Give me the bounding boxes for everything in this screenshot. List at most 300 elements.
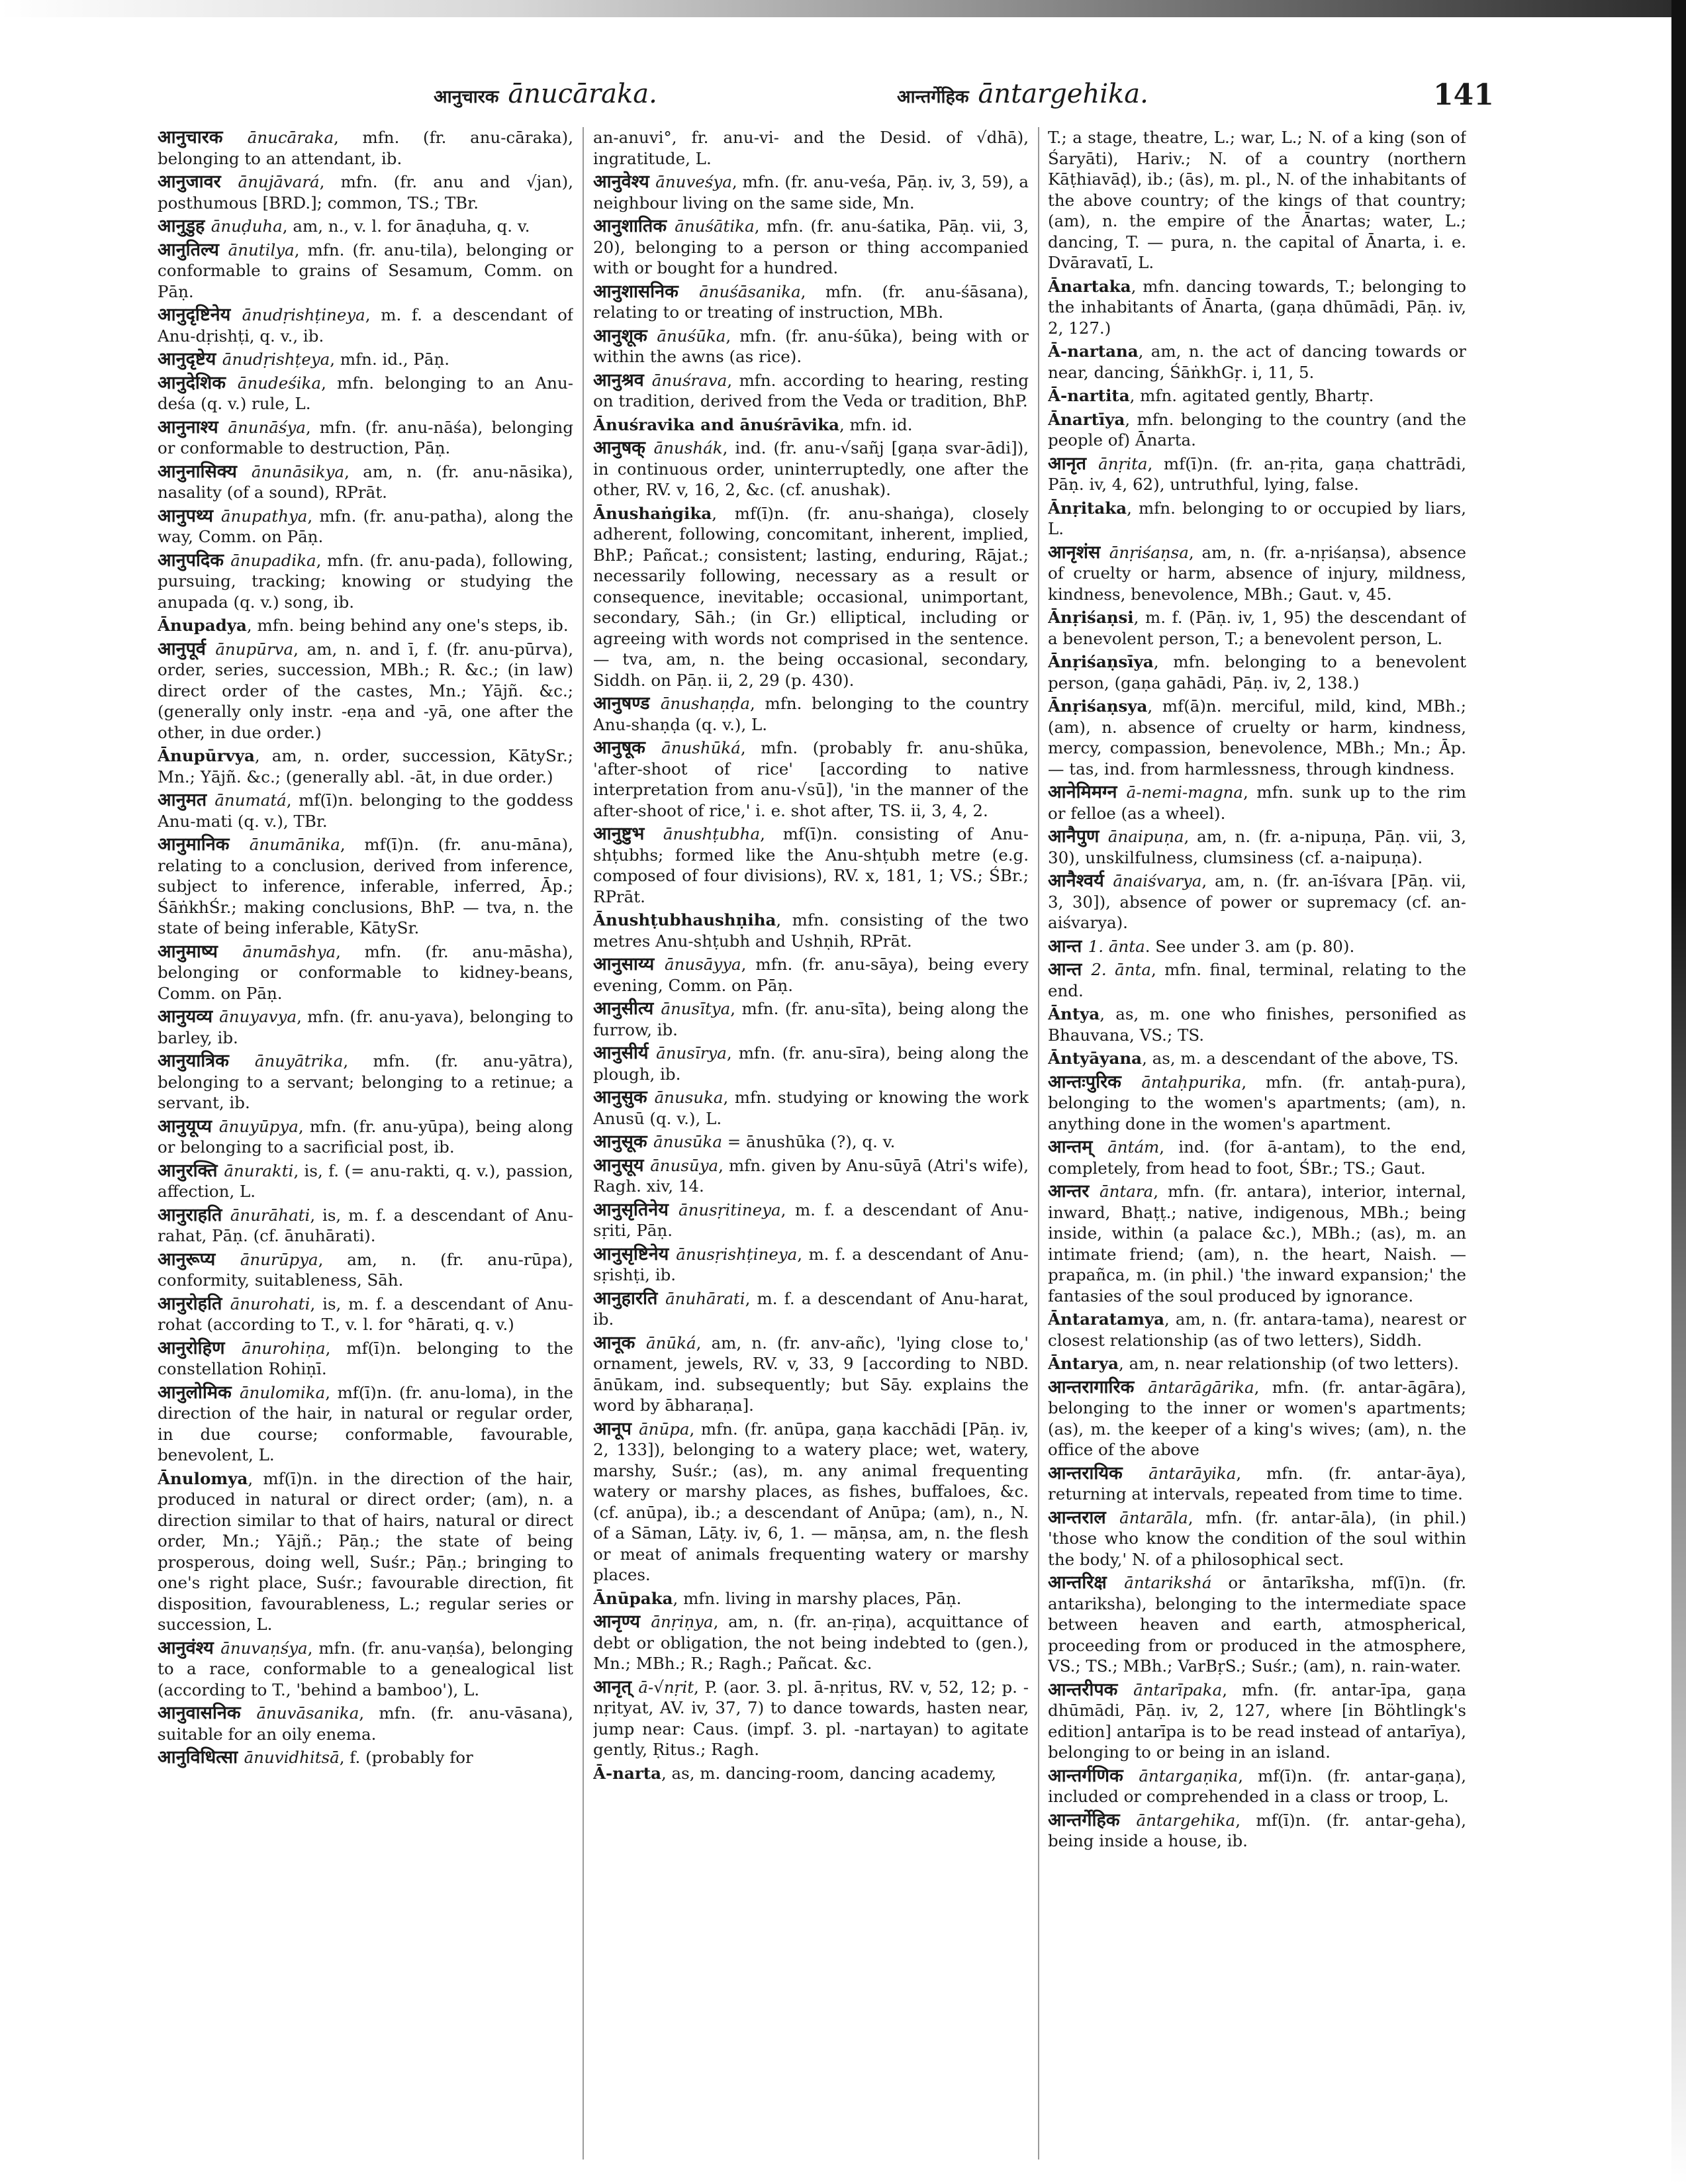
dictionary-entry	[1048, 1810, 1466, 1852]
entry-definition: , as, m. dancing-room, dancing academy,	[661, 1763, 997, 1783]
entry-devanagari: आनुष्टुभ	[593, 824, 663, 844]
dictionary-entry	[1048, 1463, 1466, 1505]
dictionary-entry	[593, 1155, 1029, 1197]
entry-transliteration: ānuśūka	[657, 326, 726, 346]
entry-devanagari: आनुविधित्सा	[158, 1747, 244, 1768]
dictionary-entry	[158, 216, 573, 237]
entry-definition: , mf(ī)n. (fr. anu-loma), in the direction of the hair, in natural or regular order, in due course; conformable, favourable, benevolent, L.	[158, 1382, 573, 1464]
entry-subheadword: Ānupūrvya	[158, 746, 255, 765]
entry-transliteration: ānupathya	[220, 506, 308, 526]
dictionary-entry	[1048, 1680, 1466, 1763]
entry-definition: , mfn. living in marshy places, Pāṇ.	[673, 1588, 962, 1608]
entry-transliteration: ānujāvará	[238, 172, 320, 191]
entry-definition: , mfn. belonging to the country (and the people of) Ānarta.	[1048, 409, 1466, 450]
entry-devanagari: आन्तरागारिक	[1048, 1376, 1148, 1398]
page-number: 141	[1433, 78, 1494, 112]
dictionary-entry	[1048, 607, 1466, 649]
entry-definition: , am, n. (fr. antara-tama), nearest or closest relationship (as of two letters), Siddh.	[1048, 1309, 1466, 1350]
dictionary-entry	[1048, 1048, 1466, 1069]
entry-subheadword: Āntarya	[1048, 1354, 1119, 1373]
dictionary-entry	[1048, 385, 1466, 406]
entry-definition: , mfn. (fr. antar-āla), (in phil.) 'those who know the condition of the soul within the body,' N. of a philosophical sect.	[1048, 1507, 1466, 1569]
entry-devanagari: आनुराहति	[158, 1204, 230, 1225]
entry-devanagari: आनुषूक	[593, 737, 662, 758]
entry-definition: , mf(ī)n. (fr. antar-geha), being inside a house, ib.	[1048, 1810, 1466, 1850]
entry-transliteration: ānupadika	[230, 550, 316, 570]
entry-definition: , mfn. final, terminal, relating to the end.	[1048, 960, 1466, 1000]
entry-definition: , am, n. (fr. an-īśvara [Pāṇ. vii, 3, 30]), absence of power or supremacy (cf. an-aiśvarya).	[1048, 871, 1466, 932]
entry-definition: , mfn. (fr. anūpa, gaṇa kacchādi [Pāṇ. iv, 2, 133]), belonging to a watery place; wet, watery, marshy, Suśr.; (as), m. any animal frequenting watery or marshy places, as fishes, buffaloes, &c. (cf. anūpa), ib.; a descendant of Anūpa; (am), n., N. of a Sāman, Lāṭy. iv, 6, 1. — māṇsa, am, n. the flesh or meat of animals frequenting watery or marshy places.	[593, 1419, 1029, 1584]
dictionary-entry	[158, 1747, 573, 1768]
left-running-head	[434, 78, 657, 109]
entry-transliteration: ānuhārati	[665, 1288, 745, 1308]
entry-definition: , am, n. and ī, f. (fr. anu-pūrva), order, series, succession, MBh.; R. &c.; (in law) direct order of the castes, Mn.; Yājñ. &c.; (generally only instr. -eṇa and -yā, one after the other, in due order.)	[158, 639, 573, 742]
entry-subheadword: Ā-nartita	[1048, 386, 1130, 405]
entry-devanagari: आनुषण्ड	[593, 693, 661, 714]
entry-devanagari: आनुरोहिण	[158, 1337, 242, 1358]
entry-devanagari: आनुपथ्य	[158, 505, 221, 526]
entry-devanagari: आनुदृष्टिनेय	[158, 305, 242, 325]
entry-transliteration: ānupūrva	[215, 639, 294, 659]
entry-definition: , mfn. (probably fr. anu-shūka, 'after-shoot of rice' [according to native interpretation from anu-√sū]), 'in the manner of the after-shoot of rice,' i. e. shot after, TS. ii, 3, 4, 2.	[593, 738, 1029, 820]
entry-definition: or āntarīksha, mf(ī)n. (fr. antariksha), belonging to the intermediate space between heaven and earth, atmospherical, proceeding from or produced in the atmosphere, VS.; TS.; MBh.; VarBṛS.; Suśr.; (am), n. rain-water.	[1048, 1573, 1466, 1676]
dictionary-entry	[158, 941, 573, 1004]
entry-transliteration: āntarikshá	[1124, 1573, 1212, 1592]
entry-transliteration: ānudeśika	[237, 373, 322, 393]
entry-definition: , am, n. (fr. anu-rūpa), conformity, suitableness, Sāh.	[158, 1249, 573, 1290]
dictionary-entry	[1048, 1181, 1466, 1306]
entry-devanagari: आनूप	[593, 1418, 639, 1439]
entry-definition: , mfn. (fr. anu-sīta), being along the furrow, ib.	[593, 999, 1029, 1039]
entry-definition: , mfn. according to hearing, resting on tradition, derived from the Veda or tradition, BhP.	[593, 370, 1029, 410]
entry-transliteration: āntara	[1100, 1182, 1154, 1201]
entry-transliteration: ānaipuṇa	[1107, 827, 1184, 846]
entry-definition: , mfn. (fr. anu-vaṇśa), belonging to a race, conformable to a genealogical list (according to T., 'behind a bamboo'), L.	[158, 1638, 573, 1699]
dictionary-entry	[158, 171, 573, 213]
dictionary-entry	[593, 503, 1029, 691]
dictionary-entry	[593, 1333, 1029, 1416]
entry-definition: , mfn. id.	[839, 414, 913, 434]
entry-subheadword: Ānūpaka	[593, 1588, 673, 1608]
entry-definition: , is, f. (= anu-rakti, q. v.), passion, affection, L.	[158, 1161, 573, 1201]
entry-subheadword: Āntya	[1048, 1004, 1100, 1023]
entry-definition: , am, n. order, succession, KātySr.; Mn.; Yājñ. &c.; (generally abl. -āt, in due order.)	[158, 746, 573, 786]
dictionary-entry	[158, 127, 573, 169]
dictionary-entry	[593, 438, 1029, 500]
entry-devanagari: आन्तम्	[1048, 1137, 1108, 1157]
entry-devanagari: आनुलोमिक	[158, 1382, 240, 1403]
entry-definition: = ānushūka (?), q. v.	[722, 1132, 896, 1151]
dictionary-entry	[1048, 936, 1466, 957]
dictionary-entry	[158, 790, 573, 831]
entry-transliteration: ānumānika	[249, 835, 340, 854]
dictionary-entry	[1048, 409, 1466, 451]
entry-subheadword: Ānartaka	[1048, 276, 1131, 296]
dictionary-entry	[158, 1638, 573, 1701]
entry-transliteration: ānuyātrika	[254, 1051, 344, 1070]
dictionary-entry	[593, 693, 1029, 735]
entry-devanagari: आनुसाय्य	[593, 954, 665, 974]
entry-transliteration: 2. ānta	[1091, 960, 1151, 979]
dictionary-entry	[593, 737, 1029, 821]
right-running-head	[897, 78, 1148, 109]
dictionary-entry	[593, 1611, 1029, 1674]
entry-devanagari: आनुचारक	[158, 127, 248, 148]
entry-definition: , mfn. (fr. anu-vāsana), suitable for an oily enema.	[158, 1703, 573, 1744]
left-head-devanagari: आनुचारक	[434, 87, 499, 107]
column-rule	[1038, 127, 1039, 2160]
dictionary-entry	[593, 1763, 1029, 1784]
dictionary-entry	[593, 1131, 1029, 1153]
entry-devanagari: आनुदेशिक	[158, 372, 238, 393]
entry-transliteration: ānumāshya	[242, 941, 336, 961]
entry-definition: , mfn. studying or knowing the work Anusū (q. v.), L.	[593, 1088, 1029, 1128]
entry-transliteration: ānushák	[653, 438, 723, 457]
dictionary-entry	[158, 240, 573, 303]
dictionary-entry	[593, 171, 1029, 213]
dictionary-entry	[1048, 696, 1466, 779]
dictionary-entry	[158, 834, 573, 939]
entry-definition: , mf(ī)n. (fr. anu-māna), relating to a conclusion, derived from inference, subject to inference, inferable, inferred, Āp.; ŚāṅkhŚr.; making conclusions, BhP. — tva, n. the state of being inferable, KātySr.	[158, 835, 573, 937]
entry-transliteration: ānutilya	[228, 240, 295, 260]
entry-transliteration: ānudṛishṭineya	[242, 305, 365, 324]
entry-definition: , mfn. given by Anu-sūyā (Atri's wife), Ragh. xiv, 14.	[593, 1155, 1029, 1196]
entry-subheadword: Ānushaṅgika	[593, 503, 712, 523]
entry-transliteration: ānūká	[646, 1333, 696, 1353]
right-head-transliteration: āntargehika.	[978, 79, 1148, 109]
entry-devanagari: आन्तःपुरिक	[1048, 1071, 1142, 1092]
entry-transliteration: ānushaṇḍa	[660, 694, 751, 713]
entry-devanagari: आनुमानिक	[158, 834, 250, 855]
dictionary-entry	[593, 1200, 1029, 1241]
entry-devanagari: आनुपदिक	[158, 549, 231, 571]
dictionary-entry	[158, 349, 573, 370]
entry-devanagari: आनुशूक	[593, 325, 657, 346]
entry-definition: , mfn. (fr. anu-śatika, Pāṇ. vii, 3, 20), belonging to a person or thing accompanied with or bought for a hundred.	[593, 216, 1029, 277]
dictionary-entry	[593, 910, 1029, 951]
dictionary-entry	[158, 1703, 573, 1744]
entry-transliteration: ānṛiṇya	[651, 1612, 714, 1631]
entry-definition: , am, n., v. l. for ānaḍuha, q. v.	[282, 216, 530, 236]
entry-transliteration: ānusuka	[654, 1088, 724, 1107]
entry-devanagari: आनुयात्रिक	[158, 1051, 255, 1071]
dictionary-entry	[158, 506, 573, 547]
entry-definition: , am, n. the act of dancing towards or near, dancing, ŚāṅkhGṛ. i, 11, 5.	[1048, 342, 1466, 382]
entry-devanagari: आन्त	[1048, 935, 1088, 957]
entry-definition: , am, n. (fr. a-nipuṇa, Pāṇ. vii, 3, 30), unskilfulness, clumsiness (cf. a-naipuṇa).	[1048, 827, 1466, 867]
entry-devanagari: आनुनाश्य	[158, 416, 228, 438]
dictionary-entry	[593, 1288, 1029, 1330]
entry-definition: , mfn. (fr. anu-tila), belonging or conformable to grains of Sesamum, Comm. on Pāṇ.	[158, 240, 573, 301]
entry-devanagari: आनुसीर्य	[593, 1043, 657, 1063]
entry-definition: , mf(ī)n. consisting of Anu-shṭubhs; formed like the Anu-shṭubh metre (e.g. composed of four divisions), RV. x, 181, 1; VS.; ŚBr.; RPrāt.	[593, 824, 1029, 906]
dictionary-entry	[593, 1244, 1029, 1286]
entry-transliteration: āntám	[1107, 1137, 1160, 1157]
entry-devanagari: आनुनासिक्य	[158, 461, 252, 482]
entry-definition: , am, n. (fr. an-ṛiṇa), acquittance of debt or obligation, the not being indebted to (gen.), Mn.; MBh.; R.; Ragh.; Pañcat. &c.	[593, 1612, 1029, 1673]
entry-definition: , am, n. (fr. a-nṛiśaṇsa), absence of cruelty or harm, absence of injury, mildness, kindness, benevolence, MBh.; Gaut. v, 45.	[1048, 542, 1466, 604]
entry-definition: , mfn. (fr. antar-āya), returning at intervals, repeated from time to time.	[1048, 1463, 1466, 1503]
entry-devanagari: आनुसूक	[593, 1131, 653, 1152]
entry-devanagari: आनुसृष्टिनेय	[593, 1243, 677, 1264]
entry-devanagari: आनुडुह	[158, 216, 211, 236]
entry-definition: , mfn. belonging to an Anu-deśa (q. v.) rule, L.	[158, 373, 573, 413]
entry-transliteration: ānuveśya	[655, 172, 732, 191]
entry-devanagari: आन्तरायिक	[1048, 1462, 1149, 1484]
dictionary-entry	[1048, 1507, 1466, 1570]
entry-transliteration: ānulomika	[239, 1382, 326, 1402]
dictionary-entry	[1048, 1004, 1466, 1045]
dictionary-entry	[158, 745, 573, 787]
dictionary-entry	[593, 370, 1029, 412]
column-1	[158, 127, 573, 2163]
dictionary-entry	[593, 1043, 1029, 1084]
entry-devanagari: आनृत	[1048, 453, 1099, 474]
entry-devanagari: आनुयूप्य	[158, 1116, 219, 1137]
dictionary-entry	[158, 417, 573, 459]
entry-definition: , mf(ī)n. (fr. an-ṛita, gaṇa chattrādi, Pāṇ. iv, 4, 62), untruthful, lying, false.	[1048, 453, 1466, 494]
entry-transliteration: ānusāyya	[664, 955, 741, 974]
entry-subheadword: Āntaratamya	[1048, 1309, 1165, 1329]
entry-definition: , is, m. f. a descendant of Anu-rohat (according to T., v. l. for °hārati, q. v.)	[158, 1294, 573, 1334]
entry-transliteration: āntarāla	[1119, 1507, 1188, 1527]
dictionary-entry	[1048, 276, 1466, 339]
entry-transliteration: ānucāraka	[247, 128, 334, 147]
column-3	[1048, 127, 1466, 2163]
dictionary-entry	[593, 326, 1029, 367]
entry-devanagari: आनृत्	[593, 1676, 639, 1697]
entry-definition: , mfn. (fr. anu and √jan), posthumous [BRD.]; common, TS.; TBr.	[158, 172, 573, 213]
dictionary-entry	[1048, 127, 1466, 273]
entry-devanagari: आनुरक्ति	[158, 1160, 224, 1181]
dictionary-entry	[593, 954, 1029, 996]
dictionary-entry	[158, 1294, 573, 1335]
dictionary-entry	[1048, 1309, 1466, 1351]
dictionary-entry	[1048, 498, 1466, 540]
entry-transliteration: ā-nemi-magna	[1126, 783, 1244, 802]
column-2	[593, 127, 1029, 2163]
dictionary-entry	[593, 1588, 1029, 1609]
entry-transliteration: ānurūpya	[240, 1249, 318, 1269]
entry-transliteration: āntargaṇika	[1139, 1766, 1239, 1785]
dictionary-entry	[593, 216, 1029, 279]
entry-transliteration: ānuvidhitsā	[244, 1748, 340, 1767]
dictionary-entry	[593, 1087, 1029, 1129]
entry-definition: , mfn. (fr. antar-īpa, gaṇa dhūmādi, Pāṇ. iv, 2, 127, where [in Böhtlingk's edition] antarīpa is to be read instead of antarīya), belonging to or being in an island.	[1048, 1680, 1466, 1762]
entry-subheadword: Āntyāyana	[1048, 1049, 1143, 1068]
entry-devanagari: आनुतिल्य	[158, 239, 228, 260]
entry-definition: , mfn. belonging to or occupied by liars, L.	[1048, 498, 1466, 538]
entry-devanagari: आनुदृष्टेय	[158, 349, 222, 369]
entry-definition: , mfn. (fr. antara), interior, internal, inward, Bhaṭṭ.; native, indigenous, MBh.; being inside, within (a palace &c.), MBh.; (as), m. an intimate friend; (am), n. the heart, Naish. — prapañca, m. (in phil.) 'the inward expansion;' the fantasies of the soul produced by ignorance.	[1048, 1182, 1466, 1306]
entry-transliteration: āntarāyika	[1148, 1463, 1237, 1483]
entry-definition: , mfn. (fr. antar-āgāra), belonging to the inner or women's apartments; (as), m. the keeper of a king's wives; (am), n. the office of the above	[1048, 1377, 1466, 1459]
column-rule	[583, 127, 584, 2160]
entry-devanagari: आन्त	[1048, 959, 1092, 980]
entry-devanagari: आनैपुण	[1048, 826, 1108, 847]
entry-definition: , mfn. dancing towards, T.; belonging to the inhabitants of Ānarta, (gaṇa dhūmādi, Pāṇ. iv, 2, 127.)	[1048, 276, 1466, 338]
dictionary-entry	[1048, 1137, 1466, 1178]
dictionary-entry	[158, 1006, 573, 1048]
dictionary-entry	[158, 1468, 573, 1635]
entry-transliteration: ānushūká	[661, 738, 741, 757]
dictionary-entry	[1048, 341, 1466, 383]
entry-definition: , ind. (fr. anu-√sañj [gaṇa svar-ādi]), in continuous order, uninterruptedly, one after the other, RV. v, 16, 2, &c. (cf. anushak).	[593, 438, 1029, 499]
dictionary-entry	[158, 461, 573, 503]
entry-definition: , m. f. a descendant of Anu-harat, ib.	[593, 1288, 1029, 1329]
entry-transliteration: ānusīrya	[656, 1043, 727, 1063]
entry-definition: , mfn. (fr. anu-nāśa), belonging or conformable to destruction, Pāṇ.	[158, 417, 573, 457]
entry-devanagari: आनुरोहति	[158, 1293, 230, 1314]
entry-transliteration: ā-√nṛit	[638, 1677, 694, 1697]
dictionary-entry	[1048, 651, 1466, 693]
dictionary-entry	[158, 550, 573, 613]
entry-transliteration: āntarīpaka	[1133, 1680, 1223, 1699]
dictionary-entry	[1048, 1072, 1466, 1135]
entry-definition: , mfn. (fr. anu-śāsana), relating to or treating of instruction, MBh.	[593, 281, 1029, 322]
entry-definition: , mfn. (fr. anu-yava), belonging to barley, ib.	[158, 1007, 573, 1047]
entry-transliteration: ānurakti	[224, 1161, 294, 1180]
entry-subheadword: Ānupadya	[158, 616, 247, 635]
entry-definition: , mf(ī)n. (fr. anu-shaṅga), closely adherent, following, concomitant, inherent, implied, BhP.; Pañcat.; consistent; lasting, enduring, Rājat.; necessarily following, necessary as a result or consequence, inevitable; occasional, unimportant, secondary, Sāh.; (in Gr.) elliptical, including or agreeing with words not comprised in the sentence. — tva, am, n. the being occasional, secondary, Siddh. on Pāṇ. ii, 2, 29 (p. 430).	[593, 503, 1029, 690]
entry-devanagari: आनुश्रव	[593, 369, 652, 391]
entry-definition: , mfn. (fr. antaḥ-pura), belonging to the women's apartments; (am), n. anything done in the women's apartment.	[1048, 1072, 1466, 1133]
entry-definition: , am, n. (fr. anv-añc), 'lying close to,' ornament, jewels, RV. v, 33, 9 [according to NBD. ānūkam, ind. subsequently; but Sāy. explains the word by ābharaṇa].	[593, 1333, 1029, 1415]
entry-definition: , am, n. (fr. anu-nāsika), nasality (of a sound), RPrāt.	[158, 461, 573, 502]
entry-definition: , P. (aor. 3. pl. ā-nṛitus, RV. v, 52, 12; p. -nṛityat, AV. iv, 37, 7) to dance towards, hasten near, jump near: Caus. (impf. 3. pl. -nartayan) to agitate gently, Ṛitus.; Ragh.	[593, 1677, 1029, 1759]
entry-devanagari: आनुहारति	[593, 1288, 666, 1309]
entry-transliteration: ānushṭubha	[663, 824, 761, 843]
dictionary-entry	[1048, 542, 1466, 605]
entry-transliteration: ānuvāsanika	[256, 1703, 359, 1723]
entry-definition: , mfn. (fr. anu-veśa, Pāṇ. iv, 3, 59), a neighbour living on the same side, Mn.	[593, 172, 1029, 213]
entry-definition: , mfn. (fr. anu-māsha), belonging or conformable to kidney-beans, Comm. on Pāṇ.	[158, 941, 573, 1003]
scan-edge	[1671, 0, 1686, 2184]
entry-definition: , mfn. consisting of the two metres Anu-shṭubh and Ushṇih, RPrāt.	[593, 910, 1029, 951]
dictionary-entry	[593, 998, 1029, 1040]
entry-definition: , mfn. being behind any one's steps, ib.	[246, 616, 569, 635]
entry-devanagari: आनुरूप्य	[158, 1249, 240, 1270]
entry-subheadword: Ānulomya	[158, 1468, 248, 1488]
entry-definition: T.; a stage, theatre, L.; war, L.; N. of a king (son of Śaryāti), Hariv.; N. of a country (northern Kāṭhiavāḍ), ib.; (ās), m. pl., N. of the inhabitants of the above country; of the kings of that country; (am), n. the empire of the Ānartas; water, L.; dancing, T. — pura, n. the capital of Ānarta, i. e. Dvāravatī, L.	[1048, 128, 1466, 272]
entry-transliteration: ānuśrava	[651, 370, 727, 390]
entry-subheadword: Ā-nartana	[1048, 342, 1139, 361]
entry-devanagari: आनुवंश्य	[158, 1637, 221, 1658]
dictionary-entry	[593, 127, 1029, 169]
entry-definition: , mfn. (fr. anu-cāraka), belonging to an attendant, ib.	[158, 128, 573, 168]
dictionary-entry	[593, 414, 1029, 436]
entry-devanagari: आन्तराल	[1048, 1507, 1120, 1528]
entry-definition: , mfn. (fr. anu-yūpa), being along or belonging to a sacrificial post, ib.	[158, 1116, 573, 1157]
dictionary-entry	[1048, 453, 1466, 495]
entry-transliteration: ānunāsikya	[251, 461, 345, 481]
dictionary-entry	[593, 824, 1029, 907]
entry-devanagari: आनृण्य	[593, 1611, 651, 1632]
entry-definition: , am, n. near relationship (of two letters).	[1119, 1354, 1459, 1373]
entry-devanagari: आन्तरिक्ष	[1048, 1572, 1125, 1593]
entry-subheadword: Ānartīya	[1048, 409, 1125, 429]
entry-transliteration: ānuyavya	[219, 1007, 297, 1026]
entry-definition: , mf(ī)n. (fr. antar-gaṇa), included or comprehended in a class or troop, L.	[1048, 1766, 1466, 1806]
entry-devanagari: आनुसुक	[593, 1087, 655, 1108]
dictionary-entry	[593, 1419, 1029, 1586]
entry-subheadword: Ānṛitaka	[1048, 498, 1127, 518]
dictionary-entry	[158, 1249, 573, 1291]
dictionary-entry	[158, 1338, 573, 1380]
entry-transliteration: ānumatá	[214, 790, 287, 810]
entry-transliteration: ānṛita	[1098, 453, 1148, 473]
entry-transliteration: ānurohiṇa	[241, 1338, 326, 1358]
entry-devanagari: आन्तर्गणिक	[1048, 1765, 1139, 1786]
entry-definition: , m. f. (Pāṇ. iv, 1, 95) the descendant of a benevolent person, T.; a benevolent person, L.	[1048, 608, 1466, 648]
entry-devanagari: आनुसीत्य	[593, 998, 661, 1019]
entry-definition: , mf(ā)n. merciful, mild, kind, MBh.; (am), n. absence of cruelty or harm, kindness, mercy, compassion, benevolence, MBh.; Mn.; Āp. — tas, ind. from harmlessness, through kindness.	[1048, 696, 1466, 779]
entry-devanagari: आनेमिमग्न	[1048, 782, 1127, 802]
entry-devanagari: आनुयव्य	[158, 1006, 220, 1027]
dictionary-entry	[593, 1677, 1029, 1760]
entry-transliteration: ānaiśvarya	[1113, 871, 1202, 890]
dictionary-entry	[1048, 1377, 1466, 1460]
entry-definition: , mf(ī)n. belonging to the constellation Rohiṇī.	[158, 1338, 573, 1378]
entry-definition: , ind. (for ā-antam), to the end, completely, from head to foot, ŚBr.; TS.; Gaut.	[1048, 1137, 1466, 1178]
entry-definition: , mfn. (fr. anu-śūka), being with or within the awns (as rice).	[593, 326, 1029, 366]
entry-devanagari: आन्तर्गेहिक	[1048, 1809, 1137, 1830]
entry-transliteration: ānudṛishṭeya	[222, 350, 330, 369]
entry-devanagari: आनुमाष्य	[158, 941, 243, 962]
entry-devanagari: आनुसूय	[593, 1155, 651, 1176]
entry-definition: , is, m. f. a descendant of Anu-rahat, Pāṇ. (cf. ānuhārati).	[158, 1205, 573, 1245]
entry-transliteration: ānṛiśaṇsa	[1109, 542, 1189, 562]
entry-definition: , mf(ī)n. in the direction of the hair, produced in natural or direct order; (am), n. a direction similar to that of hairs, natural or direct order, Mn.; Yājñ.; Pāṇ.; the state of being prosperous, doing well, Suśr.; Pāṇ.; bringing to one's right place, Suśr.; favourable direction, fit disposition, favourableness, L.; regular series or succession, L.	[158, 1468, 573, 1634]
entry-definition: , mfn. belonging to the country Anu-shaṇḍa (q. v.), L.	[593, 694, 1029, 734]
entry-devanagari: आनुषक्	[593, 438, 654, 458]
entry-devanagari: आनुमत	[158, 790, 215, 810]
entry-transliteration: ānuśātika	[675, 216, 755, 236]
entry-devanagari: आनुशातिक	[593, 216, 675, 236]
entry-definition: , mf(ī)n. belonging to the goddess Anu-mati (q. v.), TBr.	[158, 790, 573, 831]
scan-shadow	[0, 0, 1686, 17]
entry-definition: . See under 3. am (p. 80).	[1145, 936, 1355, 956]
entry-subheadword: Ānuśravika and ānuśrāvika	[593, 414, 839, 434]
dictionary-entry	[158, 305, 573, 346]
entry-definition: , as, m. a descendant of the above, TS.	[1142, 1049, 1459, 1068]
entry-definition: , m. f. a descendant of Anu-dṛishṭi, q. v., ib.	[158, 305, 573, 346]
dictionary-entry	[158, 1205, 573, 1247]
entry-subheadword: Ānṛiśaṇsi	[1048, 608, 1134, 627]
entry-transliteration: ānusūya	[650, 1155, 719, 1175]
entry-transliteration: ānuśāsanika	[699, 281, 801, 301]
entry-transliteration: ānunāśya	[228, 417, 306, 437]
entry-definition: , m. f. a descendant of Anu-sṛishṭi, ib.	[593, 1244, 1029, 1284]
entry-definition: , mfn. id., Pāṇ.	[330, 350, 450, 369]
dictionary-entry	[158, 373, 573, 414]
running-header	[0, 78, 1686, 124]
entry-transliteration: ānusūka	[653, 1132, 722, 1151]
entry-subheadword: Ānṛiśaṇsīya	[1048, 652, 1154, 671]
entry-devanagari: आनुशासनिक	[593, 281, 700, 302]
entry-definition: , m. f. a descendant of Anu-sṛiti, Pāṇ.	[593, 1200, 1029, 1240]
entry-transliteration: ānurāhati	[230, 1205, 310, 1225]
entry-devanagari: आनुसृतिनेय	[593, 1199, 679, 1220]
entry-definition: , mfn. (fr. anu-sīra), being along the plough, ib.	[593, 1043, 1029, 1084]
entry-definition: , mfn. (fr. anu-yātra), belonging to a servant; belonging to a retinue; a servant, ib.	[158, 1051, 573, 1112]
left-head-transliteration: ānucāraka.	[508, 79, 657, 109]
entry-transliteration: āntarāgārika	[1148, 1377, 1254, 1397]
dictionary-entry	[593, 281, 1029, 323]
dictionary-entry	[1048, 826, 1466, 868]
entry-transliteration: ānusṛishṭineya	[676, 1244, 798, 1264]
entry-definition: , mfn. (fr. anu-sāya), being every evening, Comm. on Pāṇ.	[593, 955, 1029, 995]
